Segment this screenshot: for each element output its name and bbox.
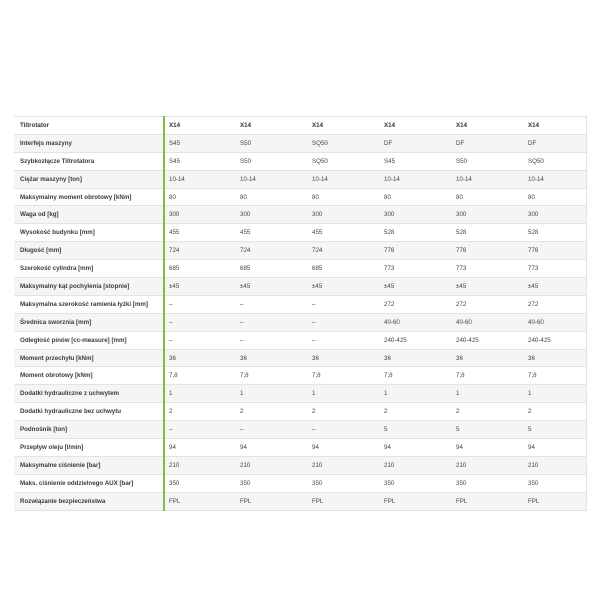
value-cell: ±45: [524, 278, 586, 296]
header-model-cell: X14: [524, 117, 586, 135]
row-label-cell: Rozwiązanie bezpieczeństwa: [14, 492, 164, 510]
value-cell: 724: [308, 242, 380, 260]
header-model-cell: X14: [380, 117, 452, 135]
value-cell: 2: [452, 403, 524, 421]
value-cell: 10-14: [164, 170, 236, 188]
value-cell: 240-425: [452, 331, 524, 349]
row-label-cell: Maksymalny moment obrotowy [kNm]: [14, 188, 164, 206]
table-row: [14, 260, 586, 278]
value-cell: 40-60: [380, 313, 452, 331]
value-cell: 94: [380, 439, 452, 457]
value-cell: 80: [452, 188, 524, 206]
value-cell: SQ50: [308, 134, 380, 152]
row-label-cell: Dodatki hydrauliczne bez uchwytu: [14, 403, 164, 421]
value-cell: 300: [164, 206, 236, 224]
value-cell: 300: [236, 206, 308, 224]
value-cell: –: [164, 295, 236, 313]
value-cell: 5: [380, 421, 452, 439]
value-cell: ±45: [308, 278, 380, 296]
header-model-cell: X14: [164, 117, 236, 135]
value-cell: DF: [380, 134, 452, 152]
value-cell: FPL: [452, 492, 524, 510]
value-cell: 350: [380, 474, 452, 492]
value-cell: ±45: [380, 278, 452, 296]
value-cell: 724: [164, 242, 236, 260]
value-cell: –: [308, 295, 380, 313]
value-cell: 80: [308, 188, 380, 206]
spec-table-body: [14, 117, 586, 511]
value-cell: 272: [524, 295, 586, 313]
value-cell: S50: [236, 134, 308, 152]
value-cell: FPL: [308, 492, 380, 510]
value-cell: 7,8: [380, 367, 452, 385]
row-label-cell: Maks. ciśnienie oddzielnego AUX [bar]: [14, 474, 164, 492]
table-row: [14, 421, 586, 439]
row-label-cell: Dodatki hydrauliczne z uchwytem: [14, 385, 164, 403]
value-cell: 773: [524, 260, 586, 278]
value-cell: 210: [452, 456, 524, 474]
value-cell: 350: [164, 474, 236, 492]
table-row: [14, 224, 586, 242]
value-cell: 773: [452, 260, 524, 278]
value-cell: 94: [164, 439, 236, 457]
value-cell: SQ50: [524, 152, 586, 170]
row-label-cell: Maksymalny kąt pochylenia [stopnie]: [14, 278, 164, 296]
value-cell: 10-14: [524, 170, 586, 188]
value-cell: 80: [164, 188, 236, 206]
table-row: [14, 385, 586, 403]
value-cell: 36: [452, 349, 524, 367]
value-cell: S45: [164, 152, 236, 170]
value-cell: 455: [236, 224, 308, 242]
header-model-cell: X14: [452, 117, 524, 135]
value-cell: 300: [524, 206, 586, 224]
value-cell: FPL: [524, 492, 586, 510]
value-cell: –: [164, 313, 236, 331]
value-cell: 10-14: [308, 170, 380, 188]
table-row: [14, 456, 586, 474]
value-cell: 210: [236, 456, 308, 474]
value-cell: 350: [308, 474, 380, 492]
value-cell: 94: [524, 439, 586, 457]
value-cell: ±45: [164, 278, 236, 296]
value-cell: 685: [308, 260, 380, 278]
value-cell: 7,8: [452, 367, 524, 385]
header-label-cell: Tiltrotator: [14, 117, 164, 135]
table-row: [14, 188, 586, 206]
row-label-cell: Odległość pinów [cc-measure] [mm]: [14, 331, 164, 349]
value-cell: 10-14: [380, 170, 452, 188]
value-cell: 80: [236, 188, 308, 206]
value-cell: 5: [452, 421, 524, 439]
row-label-cell: Moment przechyłu [kNm]: [14, 349, 164, 367]
value-cell: 350: [452, 474, 524, 492]
value-cell: FPL: [380, 492, 452, 510]
value-cell: 240-425: [524, 331, 586, 349]
value-cell: 36: [380, 349, 452, 367]
value-cell: –: [308, 421, 380, 439]
value-cell: 36: [308, 349, 380, 367]
value-cell: SQ50: [308, 152, 380, 170]
value-cell: 36: [164, 349, 236, 367]
table-row: [14, 134, 586, 152]
table-row: [14, 242, 586, 260]
value-cell: S50: [452, 152, 524, 170]
value-cell: 10-14: [452, 170, 524, 188]
value-cell: 685: [164, 260, 236, 278]
value-cell: 1: [308, 385, 380, 403]
value-cell: 210: [524, 456, 586, 474]
value-cell: 40-60: [452, 313, 524, 331]
value-cell: –: [236, 421, 308, 439]
value-cell: 7,8: [164, 367, 236, 385]
header-model-cell: X14: [308, 117, 380, 135]
value-cell: 40-60: [524, 313, 586, 331]
row-label-cell: Wysokość budynku [mm]: [14, 224, 164, 242]
table-row: [14, 313, 586, 331]
value-cell: 7,8: [308, 367, 380, 385]
value-cell: –: [308, 331, 380, 349]
value-cell: 300: [380, 206, 452, 224]
value-cell: 776: [524, 242, 586, 260]
row-label-cell: Szerokość cylindra [mm]: [14, 260, 164, 278]
value-cell: 240-425: [380, 331, 452, 349]
value-cell: 10-14: [236, 170, 308, 188]
value-cell: –: [236, 313, 308, 331]
row-label-cell: Ciężar maszyny [ton]: [14, 170, 164, 188]
table-row: [14, 403, 586, 421]
table-row: [14, 367, 586, 385]
value-cell: 455: [164, 224, 236, 242]
value-cell: 2: [524, 403, 586, 421]
row-label-cell: Interfejs maszyny: [14, 134, 164, 152]
value-cell: 1: [452, 385, 524, 403]
table-row: [14, 439, 586, 457]
value-cell: 94: [236, 439, 308, 457]
value-cell: ±45: [452, 278, 524, 296]
row-label-cell: Średnica sworznia [mm]: [14, 313, 164, 331]
value-cell: 455: [308, 224, 380, 242]
table-row: [14, 474, 586, 492]
value-cell: S45: [164, 134, 236, 152]
value-cell: 94: [452, 439, 524, 457]
value-cell: DF: [524, 134, 586, 152]
value-cell: 528: [452, 224, 524, 242]
value-cell: 350: [524, 474, 586, 492]
value-cell: 210: [308, 456, 380, 474]
row-label-cell: Maksymalna szerokość ramienia łyżki [mm]: [14, 295, 164, 313]
row-label-cell: Moment obrotowy [kNm]: [14, 367, 164, 385]
value-cell: 2: [236, 403, 308, 421]
table-row: [14, 331, 586, 349]
value-cell: ±45: [236, 278, 308, 296]
value-cell: 1: [380, 385, 452, 403]
spec-table: [14, 116, 587, 511]
value-cell: 776: [452, 242, 524, 260]
value-cell: 300: [452, 206, 524, 224]
value-cell: 272: [380, 295, 452, 313]
value-cell: DF: [452, 134, 524, 152]
value-cell: 2: [380, 403, 452, 421]
table-row: [14, 349, 586, 367]
value-cell: 1: [164, 385, 236, 403]
spec-table-container: [14, 116, 586, 511]
value-cell: 724: [236, 242, 308, 260]
value-cell: 2: [308, 403, 380, 421]
row-label-cell: Podnośnik [ton]: [14, 421, 164, 439]
value-cell: 1: [524, 385, 586, 403]
value-cell: 2: [164, 403, 236, 421]
row-label-cell: Maksymalne ciśnienie [bar]: [14, 456, 164, 474]
row-label-cell: Waga od [kg]: [14, 206, 164, 224]
value-cell: 528: [524, 224, 586, 242]
table-row: [14, 492, 586, 510]
value-cell: 210: [380, 456, 452, 474]
value-cell: 773: [380, 260, 452, 278]
table-header-row: [14, 117, 586, 135]
value-cell: –: [236, 331, 308, 349]
table-row: [14, 152, 586, 170]
header-model-cell: X14: [236, 117, 308, 135]
value-cell: FPL: [236, 492, 308, 510]
value-cell: –: [164, 331, 236, 349]
value-cell: 7,8: [524, 367, 586, 385]
value-cell: –: [164, 421, 236, 439]
value-cell: 94: [308, 439, 380, 457]
table-row: [14, 278, 586, 296]
value-cell: –: [236, 295, 308, 313]
value-cell: 1: [236, 385, 308, 403]
value-cell: 528: [380, 224, 452, 242]
row-label-cell: Przepływ oleju [l/min]: [14, 439, 164, 457]
value-cell: S50: [236, 152, 308, 170]
table-row: [14, 295, 586, 313]
value-cell: FPL: [164, 492, 236, 510]
value-cell: 7,8: [236, 367, 308, 385]
value-cell: 80: [524, 188, 586, 206]
value-cell: 5: [524, 421, 586, 439]
value-cell: –: [308, 313, 380, 331]
value-cell: 80: [380, 188, 452, 206]
value-cell: 776: [380, 242, 452, 260]
value-cell: 36: [236, 349, 308, 367]
value-cell: 272: [452, 295, 524, 313]
table-row: [14, 170, 586, 188]
value-cell: 36: [524, 349, 586, 367]
value-cell: 685: [236, 260, 308, 278]
value-cell: S45: [380, 152, 452, 170]
row-label-cell: Szybkozłącze Tiltrotatora: [14, 152, 164, 170]
value-cell: 210: [164, 456, 236, 474]
value-cell: 300: [308, 206, 380, 224]
row-label-cell: Długość [mm]: [14, 242, 164, 260]
table-row: [14, 206, 586, 224]
value-cell: 350: [236, 474, 308, 492]
